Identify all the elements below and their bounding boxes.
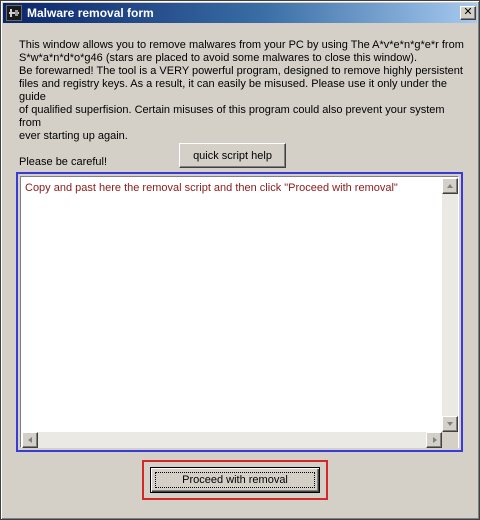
- proceed-with-removal-button[interactable]: [150, 467, 320, 493]
- scroll-left-button[interactable]: [22, 432, 38, 448]
- vertical-scrollbar[interactable]: [442, 178, 458, 432]
- arrow-down-icon: [447, 422, 453, 426]
- description-line: files and registry keys. As a result, it can easily be misused. Please use it only under the guide: [19, 78, 447, 103]
- script-box-highlight: [16, 172, 463, 452]
- focus-rectangle: [155, 472, 315, 488]
- proceed-button-highlight: [142, 460, 328, 500]
- close-icon: ✕: [463, 6, 473, 18]
- script-textarea-content[interactable]: Copy and past here the removal script and then click "Proceed with removal": [25, 182, 398, 194]
- description-line: of qualified superfision. Certain misuses of this program could also prevent your system from: [19, 104, 445, 129]
- description-line: This window allows you to remove malwares from your PC by using The A*v*e*n*g*e*r from: [19, 39, 464, 51]
- close-button[interactable]: [460, 6, 476, 20]
- horizontal-scrollbar[interactable]: [22, 432, 442, 448]
- window-title: Malware removal form: [27, 6, 154, 20]
- description-line: ever starting up again.: [19, 130, 128, 142]
- scrollbar-corner: [442, 432, 458, 448]
- description-line: S*w*a*n*d*o*g46 (stars are placed to avoid some malwares to close this window).: [19, 52, 418, 64]
- title-bar[interactable]: [3, 3, 477, 23]
- arrow-right-icon: [433, 437, 437, 443]
- careful-warning: Please be careful!: [19, 156, 108, 168]
- arrow-left-icon: [28, 437, 32, 443]
- quick-script-help-button[interactable]: quick script help: [179, 143, 286, 168]
- arrow-up-icon: [447, 184, 453, 188]
- proceed-button-label: Proceed with removal: [182, 474, 288, 486]
- removal-script-textarea[interactable]: [20, 176, 459, 448]
- description-line: Be forewarned! The tool is a VERY powerful program, designed to remove highly persistent: [19, 65, 463, 77]
- avenger-app-icon: [6, 5, 22, 21]
- scroll-down-button[interactable]: [442, 416, 458, 432]
- scroll-up-button[interactable]: [442, 178, 458, 194]
- scroll-right-button[interactable]: [426, 432, 442, 448]
